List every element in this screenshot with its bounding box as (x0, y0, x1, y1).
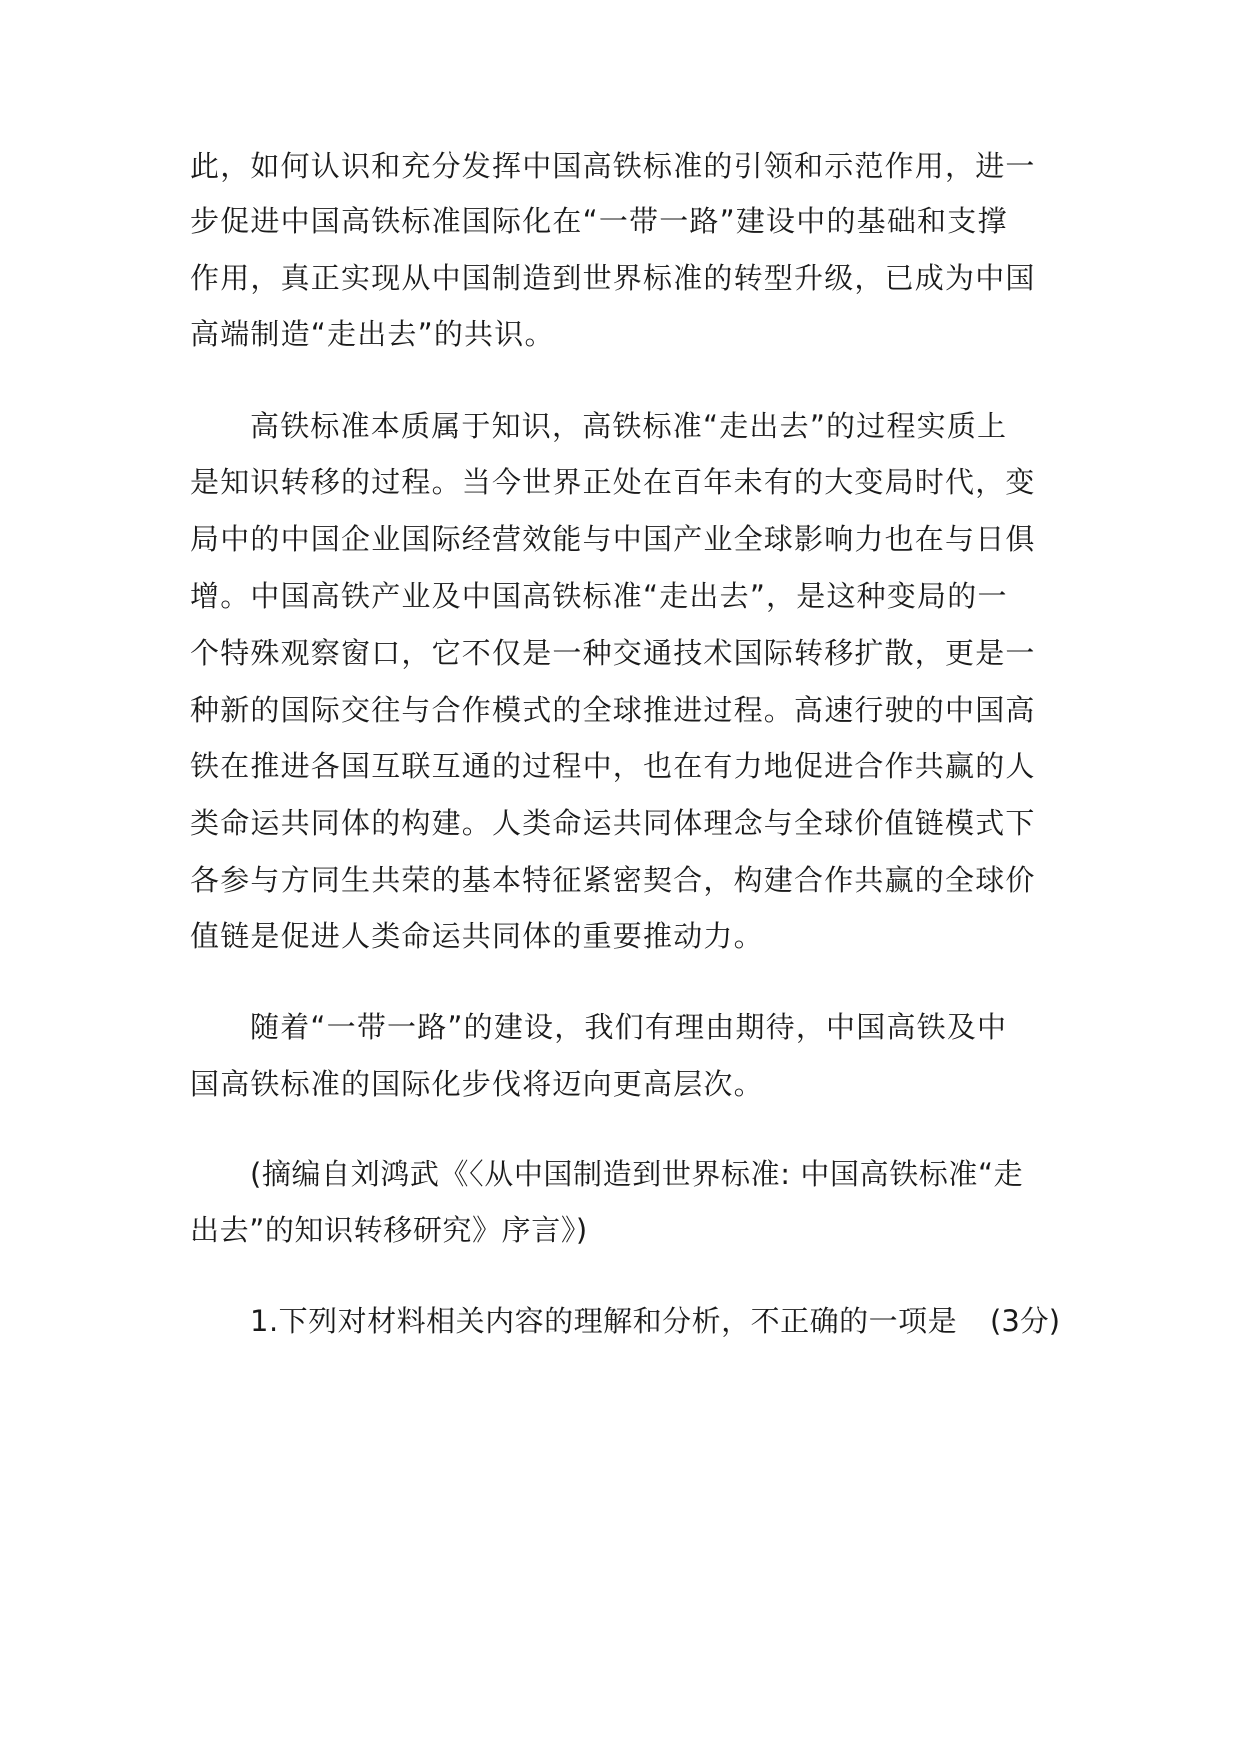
paragraph-2-line-10: 值链是促进人类命运共同体的重要推动力。 (190, 919, 764, 953)
paragraph-1-line-3: 作用，真正实现从中国制造到世界标准的转型升级，已成为中国 (190, 261, 1036, 295)
paragraph-2-line-7: 铁在推进各国互联互通的过程中，也在有力地促进合作共赢的人 (190, 749, 1036, 783)
paragraph-3-line-1: 随着“一带一路”的建设，我们有理由期待，中国高铁及中 (250, 1010, 1008, 1044)
paragraph-2-line-1: 高铁标准本质属于知识，高铁标准“走出去”的过程实质上 (250, 409, 1008, 443)
paragraph-2-line-4: 增。中国高铁产业及中国高铁标准“走出去”，是这种变局的一 (190, 579, 1008, 613)
paragraph-1-line-2: 步促进中国高铁标准国际化在“一带一路”建设中的基础和支撑 (190, 204, 1008, 238)
paragraph-2-line-5: 个特殊观察窗口，它不仅是一种交通技术国际转移扩散，更是一 (190, 636, 1036, 670)
paragraph-1-line-4: 高端制造“走出去”的共识。 (190, 317, 555, 351)
paragraph-2-line-2: 是知识转移的过程。当今世界正处在百年未有的大变局时代，变 (190, 465, 1036, 499)
paragraph-2-line-6: 种新的国际交往与合作模式的全球推进过程。高速行驶的中国高 (190, 693, 1036, 727)
paragraph-3-line-2: 国高铁标准的国际化步伐将迈向更高层次。 (190, 1067, 764, 1101)
paragraph-2-line-3: 局中的中国企业国际经营效能与中国产业全球影响力也在与日俱 (190, 522, 1036, 556)
paragraph-2-line-8: 类命运共同体的构建。人类命运共同体理念与全球价值链模式下 (190, 806, 1036, 840)
paragraph-2-line-9: 各参与方同生共荣的基本特征紧密契合，构建合作共赢的全球价 (190, 863, 1036, 897)
question-1-text: 1.下列对材料相关内容的理解和分析，不正确的一项是 (250, 1304, 958, 1338)
paragraph-1-line-1: 此，如何认识和充分发挥中国高铁标准的引领和示范作用，进一 (190, 149, 1036, 183)
source-citation-line-2: 出去”的知识转移研究》序言》) (190, 1213, 588, 1247)
source-citation-line-1: (摘编自刘鸿武《〈从中国制造到世界标准: 中国高铁标准“走 (250, 1157, 1024, 1191)
question-1-score: (3分) (990, 1304, 1061, 1338)
